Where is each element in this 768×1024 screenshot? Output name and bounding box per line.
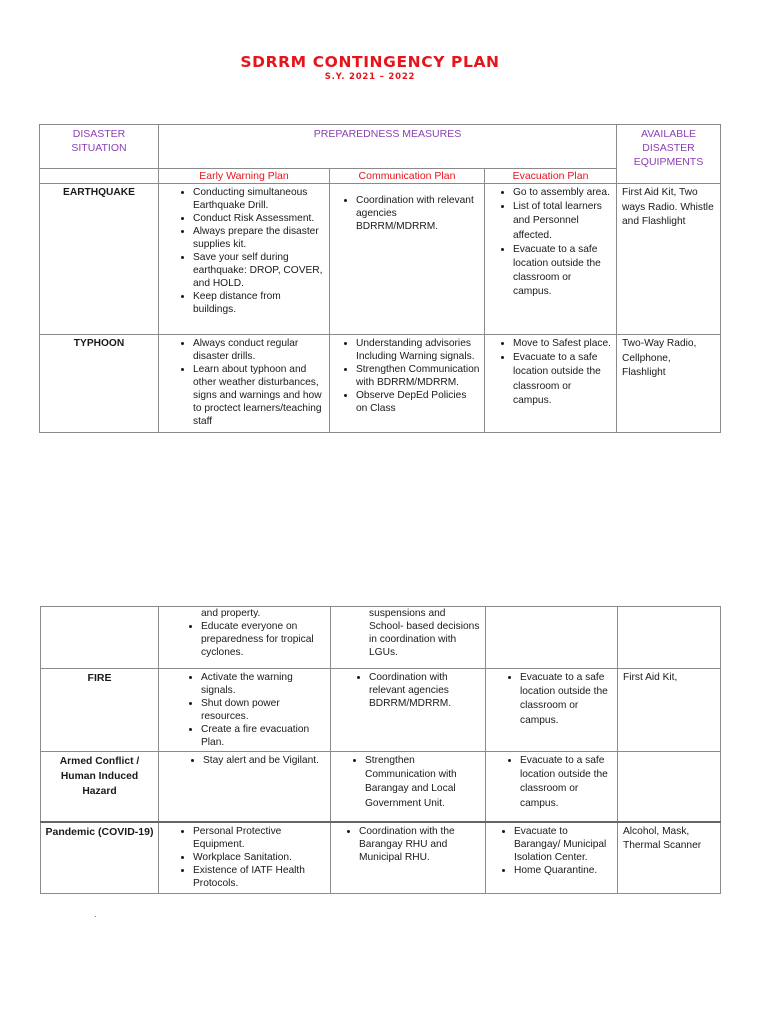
communication-cell xyxy=(331,669,486,752)
early-warning-cell xyxy=(159,752,331,822)
equipments-cell: First Aid Kit, Two ways Radio. Whistle and Flashlight xyxy=(617,184,721,335)
evacuation-cell xyxy=(485,184,617,335)
list-item: • Evacuate to a safe location outside the classroom or campus. xyxy=(513,351,612,408)
list-item: • Create a fire evacuation Plan. xyxy=(201,723,326,749)
situation-cell: TYPHOON xyxy=(40,335,159,433)
evacuation-cell xyxy=(486,752,618,822)
list-item: • Activate the warning signals. xyxy=(201,671,326,697)
list-item: • Conduct Risk Assessment. xyxy=(193,212,325,225)
list-item: • Always conduct regular disaster drills. xyxy=(193,337,325,363)
header-evacuation-plan: Evacuation Plan xyxy=(485,169,617,184)
header-preparedness-measures: PREPAREDNESS MEASURES xyxy=(159,125,617,169)
evacuation-cell xyxy=(486,607,618,669)
list-item: • Existence of IATF Health Protocols. xyxy=(193,864,326,890)
list-item: • Learn about typhoon and other weather disturbances, signs and warnings and how to proctect learners/teaching staff xyxy=(193,363,325,428)
header-disaster-situation: DISASTER SITUATION xyxy=(40,125,159,169)
table-row xyxy=(41,607,721,669)
table-row xyxy=(41,752,721,822)
equipments-cell: First Aid Kit, xyxy=(618,669,721,752)
situation-cell: EARTHQUAKE xyxy=(40,184,159,335)
early-warning-cell xyxy=(159,184,330,335)
header-communication-plan: Communication Plan xyxy=(330,169,485,184)
list-item: • Strengthen Communication with BDRRM/MDRRM. xyxy=(356,363,480,389)
list-item: • Move to Safest place. xyxy=(513,337,612,351)
communication-cell xyxy=(331,607,486,669)
school-year: S.Y. 2021 – 2022 xyxy=(324,72,416,82)
list-item: • Coordination with relevant agencies BDRRM/MDRRM. xyxy=(356,194,480,233)
evacuation-cell xyxy=(485,335,617,433)
equipments-cell xyxy=(618,607,721,669)
table-row xyxy=(41,669,721,752)
list-item: • Workplace Sanitation. xyxy=(193,851,326,864)
list-item: • Evacuate to a safe location outside the classroom or campus. xyxy=(520,671,613,728)
footer-mark: . xyxy=(94,909,97,919)
list-item: • List of total learners and Personnel affected. xyxy=(513,200,612,243)
evacuation-cell xyxy=(486,822,618,894)
situation-cell xyxy=(41,607,159,669)
list-item: • Evacuate to a safe location outside the classroom or campus. xyxy=(513,243,612,300)
early-warning-cell xyxy=(159,607,331,669)
equipments-cell xyxy=(618,752,721,822)
header-early-warning-plan: Early Warning Plan xyxy=(159,169,330,184)
equipments-cell: Alcohol, Mask, Thermal Scanner xyxy=(618,822,721,894)
list-item: • Home Quarantine. xyxy=(514,864,613,877)
continued-text: and property. xyxy=(201,608,261,619)
situation-cell: FIRE xyxy=(41,669,159,752)
list-item: • Go to assembly area. xyxy=(513,186,612,200)
early-warning-cell xyxy=(159,335,330,433)
list-item: • Coordination with the Barangay RHU and Municipal RHU. xyxy=(359,825,481,864)
list-item: • Strengthen Communication with Barangay and Local Government Unit. xyxy=(365,754,481,811)
list-item: • Stay alert and be Vigilant. xyxy=(203,754,326,767)
list-item: • Shut down power resources. xyxy=(201,697,326,723)
document-title: SDRRM CONTINGENCY PLAN xyxy=(240,53,500,71)
communication-cell xyxy=(331,752,486,822)
contingency-table-part2 xyxy=(40,606,721,894)
list-item: • Coordination with relevant agencies BDRRM/MDRRM. xyxy=(369,671,481,710)
list-item: • Evacuate to a safe location outside the classroom or campus. xyxy=(520,754,613,811)
list-item: • Understanding advisories Including Warning signals. xyxy=(356,337,480,363)
list-item: • Keep distance from buildings. xyxy=(193,290,325,316)
table-row xyxy=(41,822,721,894)
situation-cell: Pandemic (COVID-19) xyxy=(41,822,159,894)
list-item: • Conducting simultaneous Earthquake Drill. xyxy=(193,186,325,212)
early-warning-cell xyxy=(159,669,331,752)
table-row xyxy=(40,184,721,335)
list-item: • Evacuate to Barangay/ Municipal Isolation Center. xyxy=(514,825,613,864)
communication-cell xyxy=(330,335,485,433)
header-available-equipments: AVAILABLE DISASTER EQUIPMENTS xyxy=(617,125,721,184)
header-blank-cell xyxy=(40,169,159,184)
early-warning-cell xyxy=(159,822,331,894)
list-item: • Save your self during earthquake: DROP, COVER, and HOLD. xyxy=(193,251,325,290)
situation-cell: Armed Conflict / Human Induced Hazard xyxy=(41,752,159,822)
communication-cell xyxy=(331,822,486,894)
contingency-table-part1 xyxy=(39,124,721,433)
list-item: • Always prepare the disaster supplies kit. xyxy=(193,225,325,251)
evacuation-cell xyxy=(486,669,618,752)
continued-text: suspensions and School- based decisions in coordination with LGUs. xyxy=(369,608,480,658)
communication-cell xyxy=(330,184,485,335)
list-item: • Personal Protective Equipment. xyxy=(193,825,326,851)
equipments-cell: Two-Way Radio, Cellphone, Flashlight xyxy=(617,335,721,433)
table-row xyxy=(40,335,721,433)
list-item: • Observe DepEd Policies on Class xyxy=(356,389,480,415)
list-item: • Educate everyone on preparedness for tropical cyclones. xyxy=(201,620,326,659)
